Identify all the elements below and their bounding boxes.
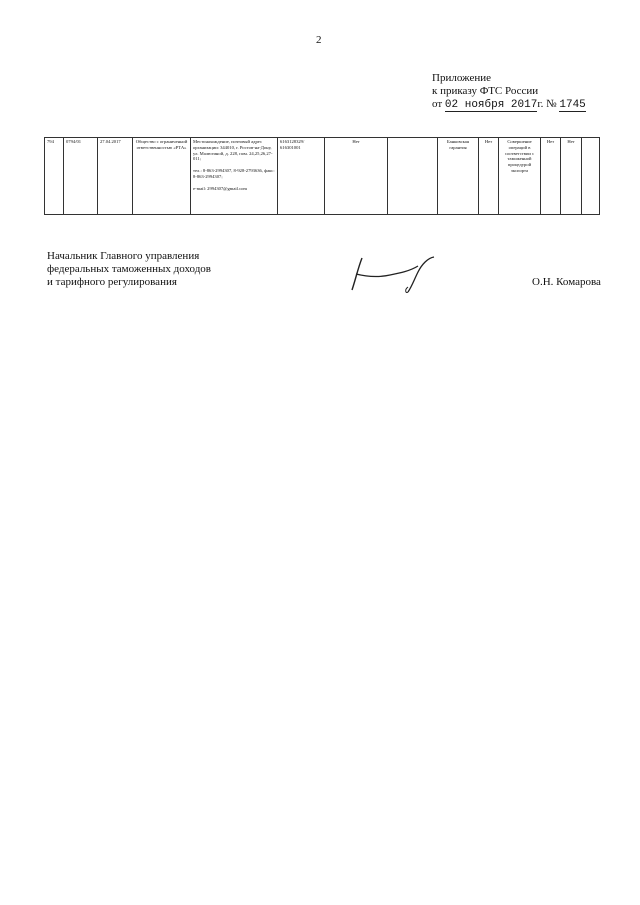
appendix-order-ref: к приказу ФТС России bbox=[432, 85, 539, 97]
order-year-suffix: г. bbox=[537, 98, 544, 110]
cell-col-twelve bbox=[582, 138, 600, 215]
appendix-title: Приложение bbox=[432, 72, 492, 84]
phones-text: тел.: 8-863-2994307, 8-928-2793636, факс: 8-863-2994307; bbox=[193, 168, 275, 179]
cell-col-eight: Нет bbox=[479, 138, 499, 215]
cell-col-eleven: Нет bbox=[561, 138, 582, 215]
cell-address bbox=[191, 138, 278, 215]
order-from-label: от bbox=[432, 98, 443, 110]
order-number-label: № bbox=[546, 98, 557, 110]
appendix-heading bbox=[432, 72, 586, 112]
cell-operations: Совершение операций в соответствии с таможенной процедурой экспорта bbox=[499, 138, 541, 215]
cell-inn-kpp: 6163128329/ 616301001 bbox=[278, 138, 325, 215]
cell-reg-number: 0794/01 bbox=[64, 138, 98, 215]
cell-reg-date: 27.04.2017 bbox=[98, 138, 133, 215]
cell-col-five: Нет bbox=[325, 138, 388, 215]
register-table bbox=[44, 137, 600, 215]
cell-organization: Общество с ограниченной ответственностью «РТА» bbox=[133, 138, 191, 215]
order-number: 1745 bbox=[559, 99, 586, 111]
page-number: 2 bbox=[316, 34, 322, 46]
order-date-line bbox=[432, 98, 586, 112]
cell-col-ten: Нет bbox=[541, 138, 561, 215]
table-row bbox=[45, 138, 600, 215]
handwritten-signature bbox=[348, 254, 438, 301]
order-date: 02 ноября 2017 bbox=[444, 99, 538, 111]
address-text: Местонахождение, почтовый адрес организации: 344010, г. Ростов-на-Дону, ул. Малюгиной, д. 228, пом. 24,25,26,27-011; bbox=[193, 139, 273, 162]
cell-row-number: 794 bbox=[45, 138, 64, 215]
signatory-name: О.Н. Комарова bbox=[532, 276, 601, 288]
signatory-line-1: Начальник Главного управления bbox=[47, 250, 200, 262]
cell-guarantee: Банковская гарантия bbox=[438, 138, 479, 215]
signatory-title bbox=[47, 250, 211, 289]
cell-col-six bbox=[388, 138, 438, 215]
email-text: e-mail: 2994307@gmail.com bbox=[193, 185, 247, 191]
signatory-line-2: федеральных таможенных доходов bbox=[47, 263, 211, 275]
signatory-line-3: и тарифного регулирования bbox=[47, 276, 177, 288]
